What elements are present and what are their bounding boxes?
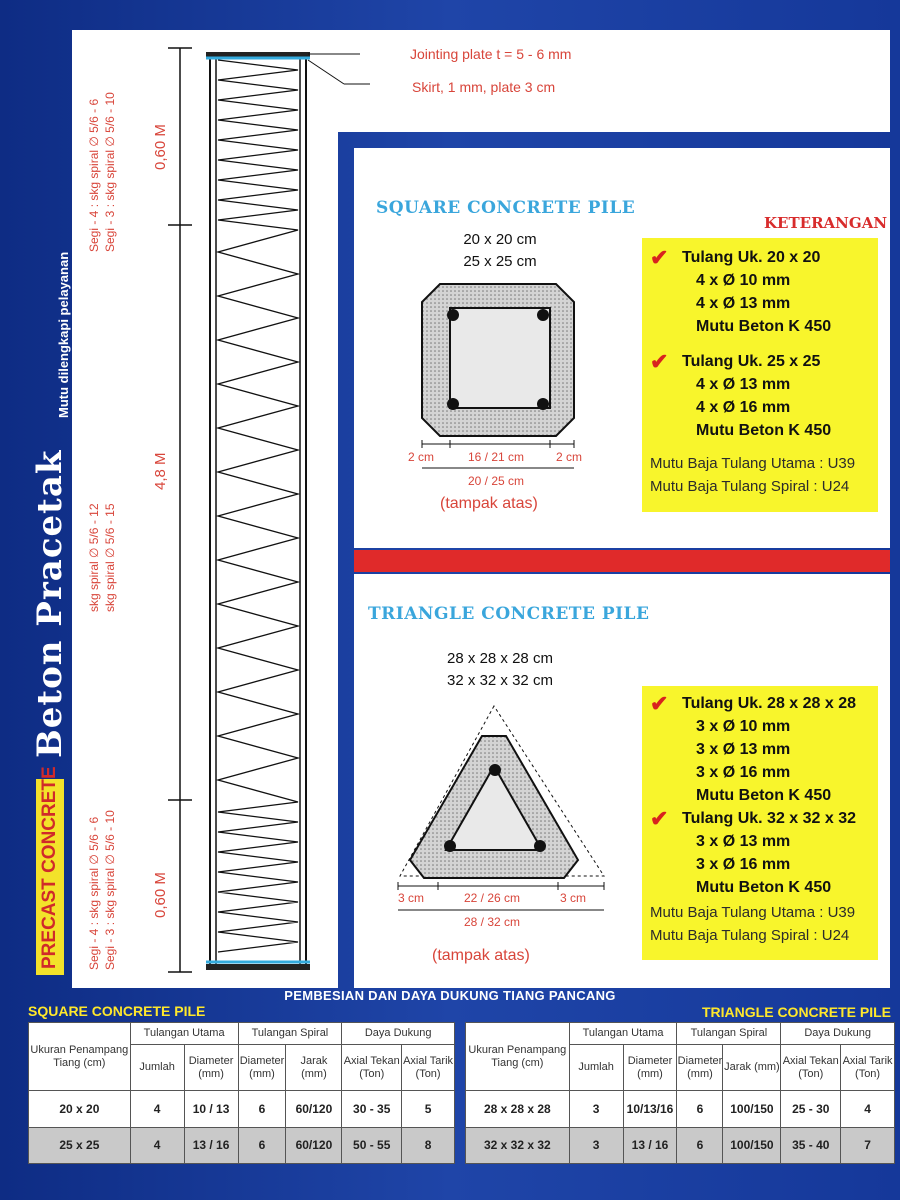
square-table-label: SQUARE CONCRETE PILE (28, 1003, 206, 1019)
triangle-dim-left: 3 cm (398, 891, 425, 905)
cell: 30 - 35 (342, 1091, 402, 1128)
triangle-size-1: 28 x 28 x 28 cm (447, 650, 553, 667)
square-spec-box (642, 238, 878, 512)
cell: 6 (677, 1127, 723, 1164)
square-spec-l1a: 4 x Ø 10 mm (696, 272, 791, 289)
cell: 6 (677, 1091, 723, 1128)
col-axial-tarik: Axial Tarik (Ton) (841, 1045, 895, 1091)
square-spec-h1: Tulang Uk. 20 x 20 (682, 249, 821, 266)
triangle-steel-main: Mutu Baja Tulang Utama : U39 (650, 904, 856, 921)
dim-top-label: 0,60 M (152, 124, 169, 170)
dim-mid-label: 4,8 M (152, 452, 169, 490)
col-diameter-spiral: Diameter (mm) (238, 1045, 286, 1091)
col-axial-tekan: Axial Tekan (Ton) (781, 1045, 841, 1091)
col-daya-dukung: Daya Dukung (342, 1023, 455, 1045)
square-view-label: (tampak atas) (440, 495, 538, 512)
side-title-precast: PRECAST CONCRETE (36, 779, 64, 975)
square-dim-left: 2 cm (408, 450, 435, 464)
triangle-spec-l2b: 3 x Ø 16 mm (696, 856, 791, 873)
triangle-view-label: (tampak atas) (432, 947, 530, 964)
cell: 13 / 16 (623, 1127, 677, 1164)
cell: 100/150 (723, 1127, 781, 1164)
col-diameter-spiral: Diameter (mm) (677, 1045, 723, 1091)
triangle-spec-h2: Tulang Uk. 32 x 32 x 32 (682, 810, 857, 827)
col-ukuran: Ukuran Penampang Tiang (cm) (29, 1023, 131, 1091)
col-tulangan-spiral: Tulangan Spiral (677, 1023, 781, 1045)
side-title-beton: Beton Pracetak (30, 449, 70, 758)
col-tulangan-spiral: Tulangan Spiral (238, 1023, 342, 1045)
triangle-spec-l1d: Mutu Beton K 450 (696, 787, 832, 804)
square-spec-l2b: 4 x Ø 16 mm (696, 399, 791, 416)
triangle-spec-l1c: 3 x Ø 16 mm (696, 764, 791, 781)
cell: 10/13/16 (623, 1091, 677, 1128)
col-jumlah: Jumlah (130, 1045, 184, 1091)
triangle-spec-l1b: 3 x Ø 13 mm (696, 741, 791, 758)
square-steel-spiral: Mutu Baja Tulang Spiral : U24 (650, 478, 850, 495)
spec-note-bot (86, 810, 118, 970)
col-ukuran: Ukuran Penampang Tiang (cm) (466, 1023, 570, 1091)
cell: 25 - 30 (781, 1091, 841, 1128)
checkmark-icon: ✔ (650, 806, 669, 831)
triangle-spec-box (642, 686, 878, 960)
square-size-2: 25 x 25 cm (463, 253, 537, 270)
dim-bot-label: 0,60 M (152, 872, 169, 918)
cell: 60/120 (286, 1127, 342, 1164)
triangle-spec-h1: Tulang Uk. 28 x 28 x 28 (682, 695, 857, 712)
square-spec-l1c: Mutu Beton K 450 (696, 318, 832, 335)
cell: 50 - 55 (342, 1127, 402, 1164)
square-table (28, 1022, 455, 1164)
square-spec-item-1 (650, 246, 878, 269)
square-dim-total: 20 / 25 cm (468, 474, 525, 488)
square-dim-center: 16 / 21 cm (468, 450, 525, 464)
keterangan-heading: KETERANGAN (764, 214, 888, 232)
spec-bot-line-2: Segi - 3 : skg spiral ∅ 5/6 - 10 (103, 810, 117, 970)
col-jumlah: Jumlah (569, 1045, 623, 1091)
spec-note-mid (86, 504, 118, 613)
square-size-1: 20 x 20 cm (463, 231, 537, 248)
cell: 4 (841, 1091, 895, 1128)
col-tulangan-utama: Tulangan Utama (130, 1023, 238, 1045)
spec-mid-line-2: skg spiral ∅ 5/6 - 15 (103, 503, 117, 612)
cell: 100/150 (723, 1091, 781, 1128)
triangle-spec-l2c: Mutu Beton K 450 (696, 879, 832, 896)
square-spec-item-2 (650, 350, 878, 373)
cell: 28 x 28 x 28 (466, 1091, 570, 1128)
spec-top-line-1: Segi - 4 : skg spiral ∅ 5/6 - 6 (87, 98, 101, 252)
checkmark-icon: ✔ (650, 691, 669, 716)
table-row (29, 1091, 455, 1128)
triangle-spec-l2a: 3 x Ø 13 mm (696, 833, 791, 850)
cell: 25 x 25 (29, 1127, 131, 1164)
col-jarak: Jarak (mm) (723, 1045, 781, 1091)
cell: 20 x 20 (29, 1091, 131, 1128)
col-axial-tarik: Axial Tarik (Ton) (402, 1045, 455, 1091)
cell: 32 x 32 x 32 (466, 1127, 570, 1164)
square-sizes (440, 229, 560, 273)
triangle-table-label: TRIANGLE CONCRETE PILE (702, 1004, 892, 1020)
col-jarak: Jarak (mm) (286, 1045, 342, 1091)
square-steel-main: Mutu Baja Tulang Utama : U39 (650, 455, 856, 472)
cell: 60/120 (286, 1091, 342, 1128)
cell: 4 (130, 1127, 184, 1164)
jointing-plate-label: Jointing plate t = 5 - 6 mm (410, 46, 572, 62)
col-tulangan-utama: Tulangan Utama (569, 1023, 677, 1045)
skirt-label: Skirt, 1 mm, plate 3 cm (412, 79, 556, 95)
spec-note-top (86, 92, 118, 252)
checkmark-icon: ✔ (650, 245, 669, 270)
col-diameter: Diameter (mm) (623, 1045, 677, 1091)
cell: 6 (238, 1091, 286, 1128)
triangle-size-2: 32 x 32 x 32 cm (447, 672, 553, 689)
spec-top-line-2: Segi - 3 : skg spiral ∅ 5/6 - 10 (103, 92, 117, 252)
square-spec-l2a: 4 x Ø 13 mm (696, 376, 791, 393)
col-diameter: Diameter (mm) (184, 1045, 238, 1091)
cell: 3 (569, 1091, 623, 1128)
spec-mid-line-1: skg spiral ∅ 5/6 - 12 (87, 503, 101, 612)
square-pile-title: SQUARE CONCRETE PILE (376, 198, 636, 218)
triangle-spec-item-1 (650, 692, 878, 715)
table-row (466, 1127, 895, 1164)
section-divider (354, 550, 890, 572)
triangle-spec-l1a: 3 x Ø 10 mm (696, 718, 791, 735)
triangle-dim-total: 28 / 32 cm (464, 915, 521, 929)
cell: 7 (841, 1127, 895, 1164)
col-axial-tekan: Axial Tekan (Ton) (342, 1045, 402, 1091)
triangle-table (465, 1022, 895, 1164)
square-spec-l1b: 4 x Ø 13 mm (696, 295, 791, 312)
triangle-spec-item-2 (650, 807, 878, 830)
cell: 3 (569, 1127, 623, 1164)
triangle-sizes (420, 648, 580, 692)
side-subtitle: Mutu dilengkapi pelayanan (56, 251, 71, 418)
table-row (466, 1091, 895, 1128)
spec-bot-line-1: Segi - 4 : skg spiral ∅ 5/6 - 6 (87, 816, 101, 970)
cell: 6 (238, 1127, 286, 1164)
triangle-pile-title: TRIANGLE CONCRETE PILE (368, 604, 650, 624)
square-spec-h2: Tulang Uk. 25 x 25 (682, 353, 821, 370)
cell: 35 - 40 (781, 1127, 841, 1164)
square-spec-l2c: Mutu Beton K 450 (696, 422, 832, 439)
square-dim-right: 2 cm (556, 450, 583, 464)
tables-title: PEMBESIAN DAN DAYA DUKUNG TIANG PANCANG (284, 988, 616, 1003)
table-row (29, 1127, 455, 1164)
cell: 8 (402, 1127, 455, 1164)
triangle-dim-right: 3 cm (560, 891, 587, 905)
triangle-steel-spiral: Mutu Baja Tulang Spiral : U24 (650, 927, 850, 944)
col-daya-dukung: Daya Dukung (781, 1023, 895, 1045)
cell: 10 / 13 (184, 1091, 238, 1128)
cell: 5 (402, 1091, 455, 1128)
checkmark-icon: ✔ (650, 349, 669, 374)
cell: 13 / 16 (184, 1127, 238, 1164)
cell: 4 (130, 1091, 184, 1128)
triangle-dim-center: 22 / 26 cm (464, 891, 521, 905)
